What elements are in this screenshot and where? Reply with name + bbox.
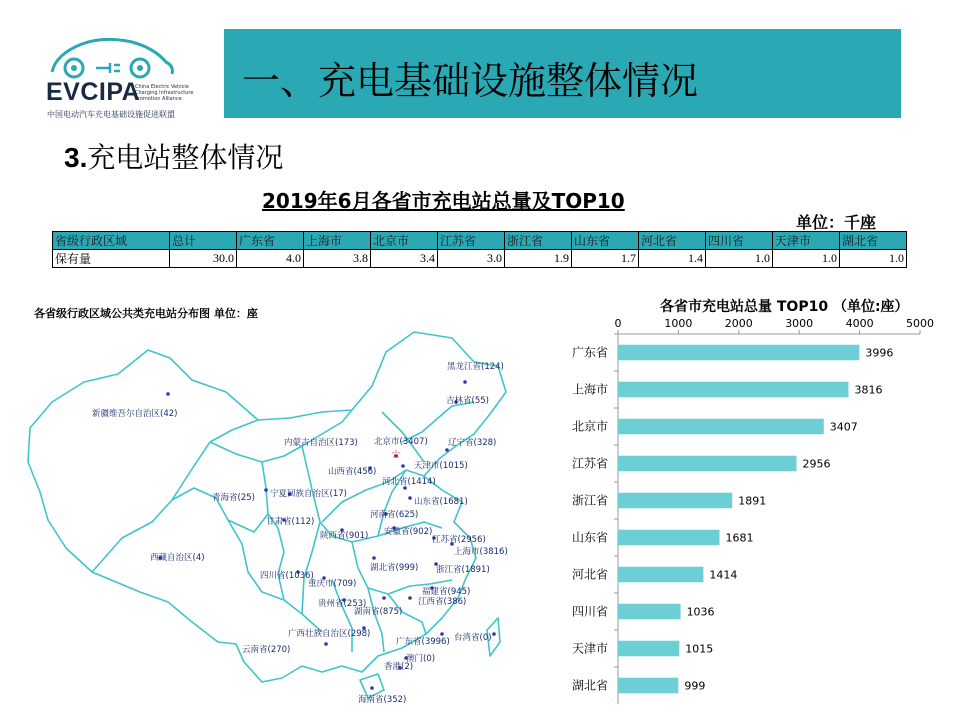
station-total-table	[52, 231, 907, 268]
map-label: 江苏省(2956)	[432, 535, 486, 545]
map-label: 陕西省(901)	[320, 531, 369, 541]
bar	[618, 456, 797, 472]
bar	[618, 567, 703, 583]
table-cell: 1.9	[505, 250, 572, 268]
map-label: 香港(2)	[384, 662, 414, 672]
map-label: 新疆维吾尔自治区(42)	[92, 409, 178, 419]
x-tick-label: 1000	[664, 317, 693, 330]
map-label: 上海市(3816)	[454, 547, 508, 557]
map-label: 青海省(25)	[212, 493, 255, 503]
category-label: 天津市	[571, 641, 608, 656]
table-header-cell: 浙江省	[505, 232, 572, 250]
map-label: 湖北省(999)	[370, 563, 419, 573]
bar	[618, 678, 678, 694]
table-header-row	[53, 232, 907, 250]
capital-star-icon: ☆	[390, 447, 402, 461]
map-label: 黑龙江省(124)	[447, 362, 504, 372]
map-label: 湖南省(875)	[354, 607, 403, 617]
x-tick-label: 4000	[845, 317, 874, 330]
table-row-label: 保有量	[53, 250, 170, 268]
map-label: 贵州省(253)	[318, 599, 367, 609]
table-header-cell: 上海市	[304, 232, 371, 250]
bar	[618, 641, 679, 657]
map-label: 浙江省(1891)	[436, 565, 490, 575]
page-title: 一、充电基础设施整体情况	[242, 59, 699, 103]
map-border	[368, 588, 384, 652]
data-label: 3996	[865, 346, 894, 360]
table-cell: 1.0	[706, 250, 773, 268]
map-label: 澳门(0)	[406, 654, 436, 664]
table-header-cell: 湖北省	[840, 232, 907, 250]
x-tick-label: 0	[614, 317, 622, 330]
category-label: 上海市	[571, 382, 608, 397]
map-label: 山西省(456)	[328, 467, 377, 477]
table-header-cell: 总计	[170, 232, 237, 250]
table-cell: 4.0	[237, 250, 304, 268]
map-label: 西藏自治区(4)	[150, 553, 205, 563]
category-label: 河北省	[571, 567, 608, 582]
map-label: 海南省(352)	[358, 695, 407, 705]
logo-english-line: Charging Infrastructure	[135, 90, 194, 96]
x-tick-label: 2000	[724, 317, 753, 330]
map-label: 广东省(3996)	[396, 637, 450, 647]
bar	[618, 382, 848, 398]
top10-bar-chart	[556, 316, 936, 720]
category-label: 湖北省	[571, 678, 608, 693]
data-label: 1036	[686, 605, 715, 619]
map-label: 内蒙古自治区(173)	[284, 438, 358, 448]
table-cell: 3.4	[371, 250, 438, 268]
table-cell: 3.8	[304, 250, 371, 268]
data-label: 3816	[854, 383, 883, 397]
logo-name: EVCIPA	[46, 78, 141, 106]
category-label: 江苏省	[571, 456, 608, 471]
car-outline-icon	[52, 39, 172, 74]
map-label: 广西壮族自治区(298)	[288, 629, 371, 639]
map-label: 安徽省(902)	[384, 527, 433, 537]
china-station-map	[22, 322, 552, 714]
table-cell: 1.0	[840, 250, 907, 268]
table-header-cell: 山东省	[572, 232, 639, 250]
map-label: 山东省(1681)	[414, 497, 468, 507]
data-label: 3407	[829, 420, 858, 434]
table-header-cell: 北京市	[371, 232, 438, 250]
map-border	[402, 402, 474, 442]
logo-english	[135, 84, 210, 102]
map-border	[332, 580, 352, 652]
table-cell: 1.0	[773, 250, 840, 268]
map-label: 江西省(386)	[418, 597, 467, 607]
map-label: 辽宁省(328)	[448, 438, 497, 448]
table-header-cell: 天津市	[773, 232, 840, 250]
category-label: 浙江省	[571, 493, 608, 508]
map-label: 北京市(3407)	[374, 437, 428, 447]
section-heading	[64, 136, 283, 176]
map-label: 台湾省(0)	[454, 633, 492, 643]
table-cell: 30.0	[170, 250, 237, 268]
section-title: 充电站整体情况	[87, 141, 284, 174]
table-header-cell: 省级行政区域	[53, 232, 170, 250]
category-label: 北京市	[571, 419, 608, 434]
bar	[618, 604, 681, 620]
map-label: 福建省(945)	[422, 587, 471, 597]
bar	[618, 419, 824, 435]
data-label: 999	[684, 679, 706, 693]
chart-title: 各省市充电站总量 TOP10 （单位:座）	[660, 299, 909, 315]
table-header-cell: 江苏省	[438, 232, 505, 250]
category-label: 广东省	[571, 345, 608, 360]
category-label: 四川省	[571, 604, 608, 619]
bar	[618, 493, 732, 509]
data-label: 1414	[709, 568, 738, 582]
plug-icon	[96, 63, 120, 73]
category-label: 山东省	[571, 530, 608, 545]
section-number: 3.	[64, 142, 88, 173]
map-label: 云南省(270)	[242, 645, 291, 655]
logo-english-line: China Electric Vehicle	[135, 84, 189, 90]
data-label: 2956	[802, 457, 831, 471]
map-title: 各省级行政区域公共类充电站分布图 单位：座	[34, 307, 258, 320]
table-cell: 3.0	[438, 250, 505, 268]
map-label: 四川省(1036)	[260, 571, 314, 581]
map-label: 宁夏回族自治区(17)	[270, 489, 347, 499]
bar	[618, 530, 720, 546]
map-label: 河南省(625)	[370, 510, 419, 520]
map-label: 甘肃省(112)	[266, 517, 315, 527]
table-header-cell: 四川省	[706, 232, 773, 250]
data-label: 1891	[738, 494, 767, 508]
table-unit: 单位：千座	[796, 213, 877, 232]
logo-chinese: 中国电动汽车充电基础设施促进联盟	[47, 110, 175, 119]
table-title: 2019年6月各省市充电站总量及TOP10	[262, 189, 625, 213]
map-label: 河北省(1414)	[382, 477, 436, 487]
table-cell: 1.7	[572, 250, 639, 268]
table-cell: 1.4	[639, 250, 706, 268]
map-border	[172, 420, 258, 500]
table-header-cell: 河北省	[639, 232, 706, 250]
map-label: 天津市(1015)	[414, 461, 468, 471]
logo-english-line: Promotion Alliance	[135, 96, 182, 102]
map-label: 重庆市(709)	[308, 579, 357, 589]
map-label: 吉林省(55)	[446, 396, 489, 406]
data-label: 1681	[725, 531, 754, 545]
table-row	[53, 250, 907, 268]
map-border	[92, 488, 322, 632]
x-tick-label: 3000	[785, 317, 814, 330]
data-label: 1015	[685, 642, 714, 656]
x-tick-label: 5000	[906, 317, 934, 330]
table-header-cell: 广东省	[237, 232, 304, 250]
bar	[618, 345, 859, 361]
